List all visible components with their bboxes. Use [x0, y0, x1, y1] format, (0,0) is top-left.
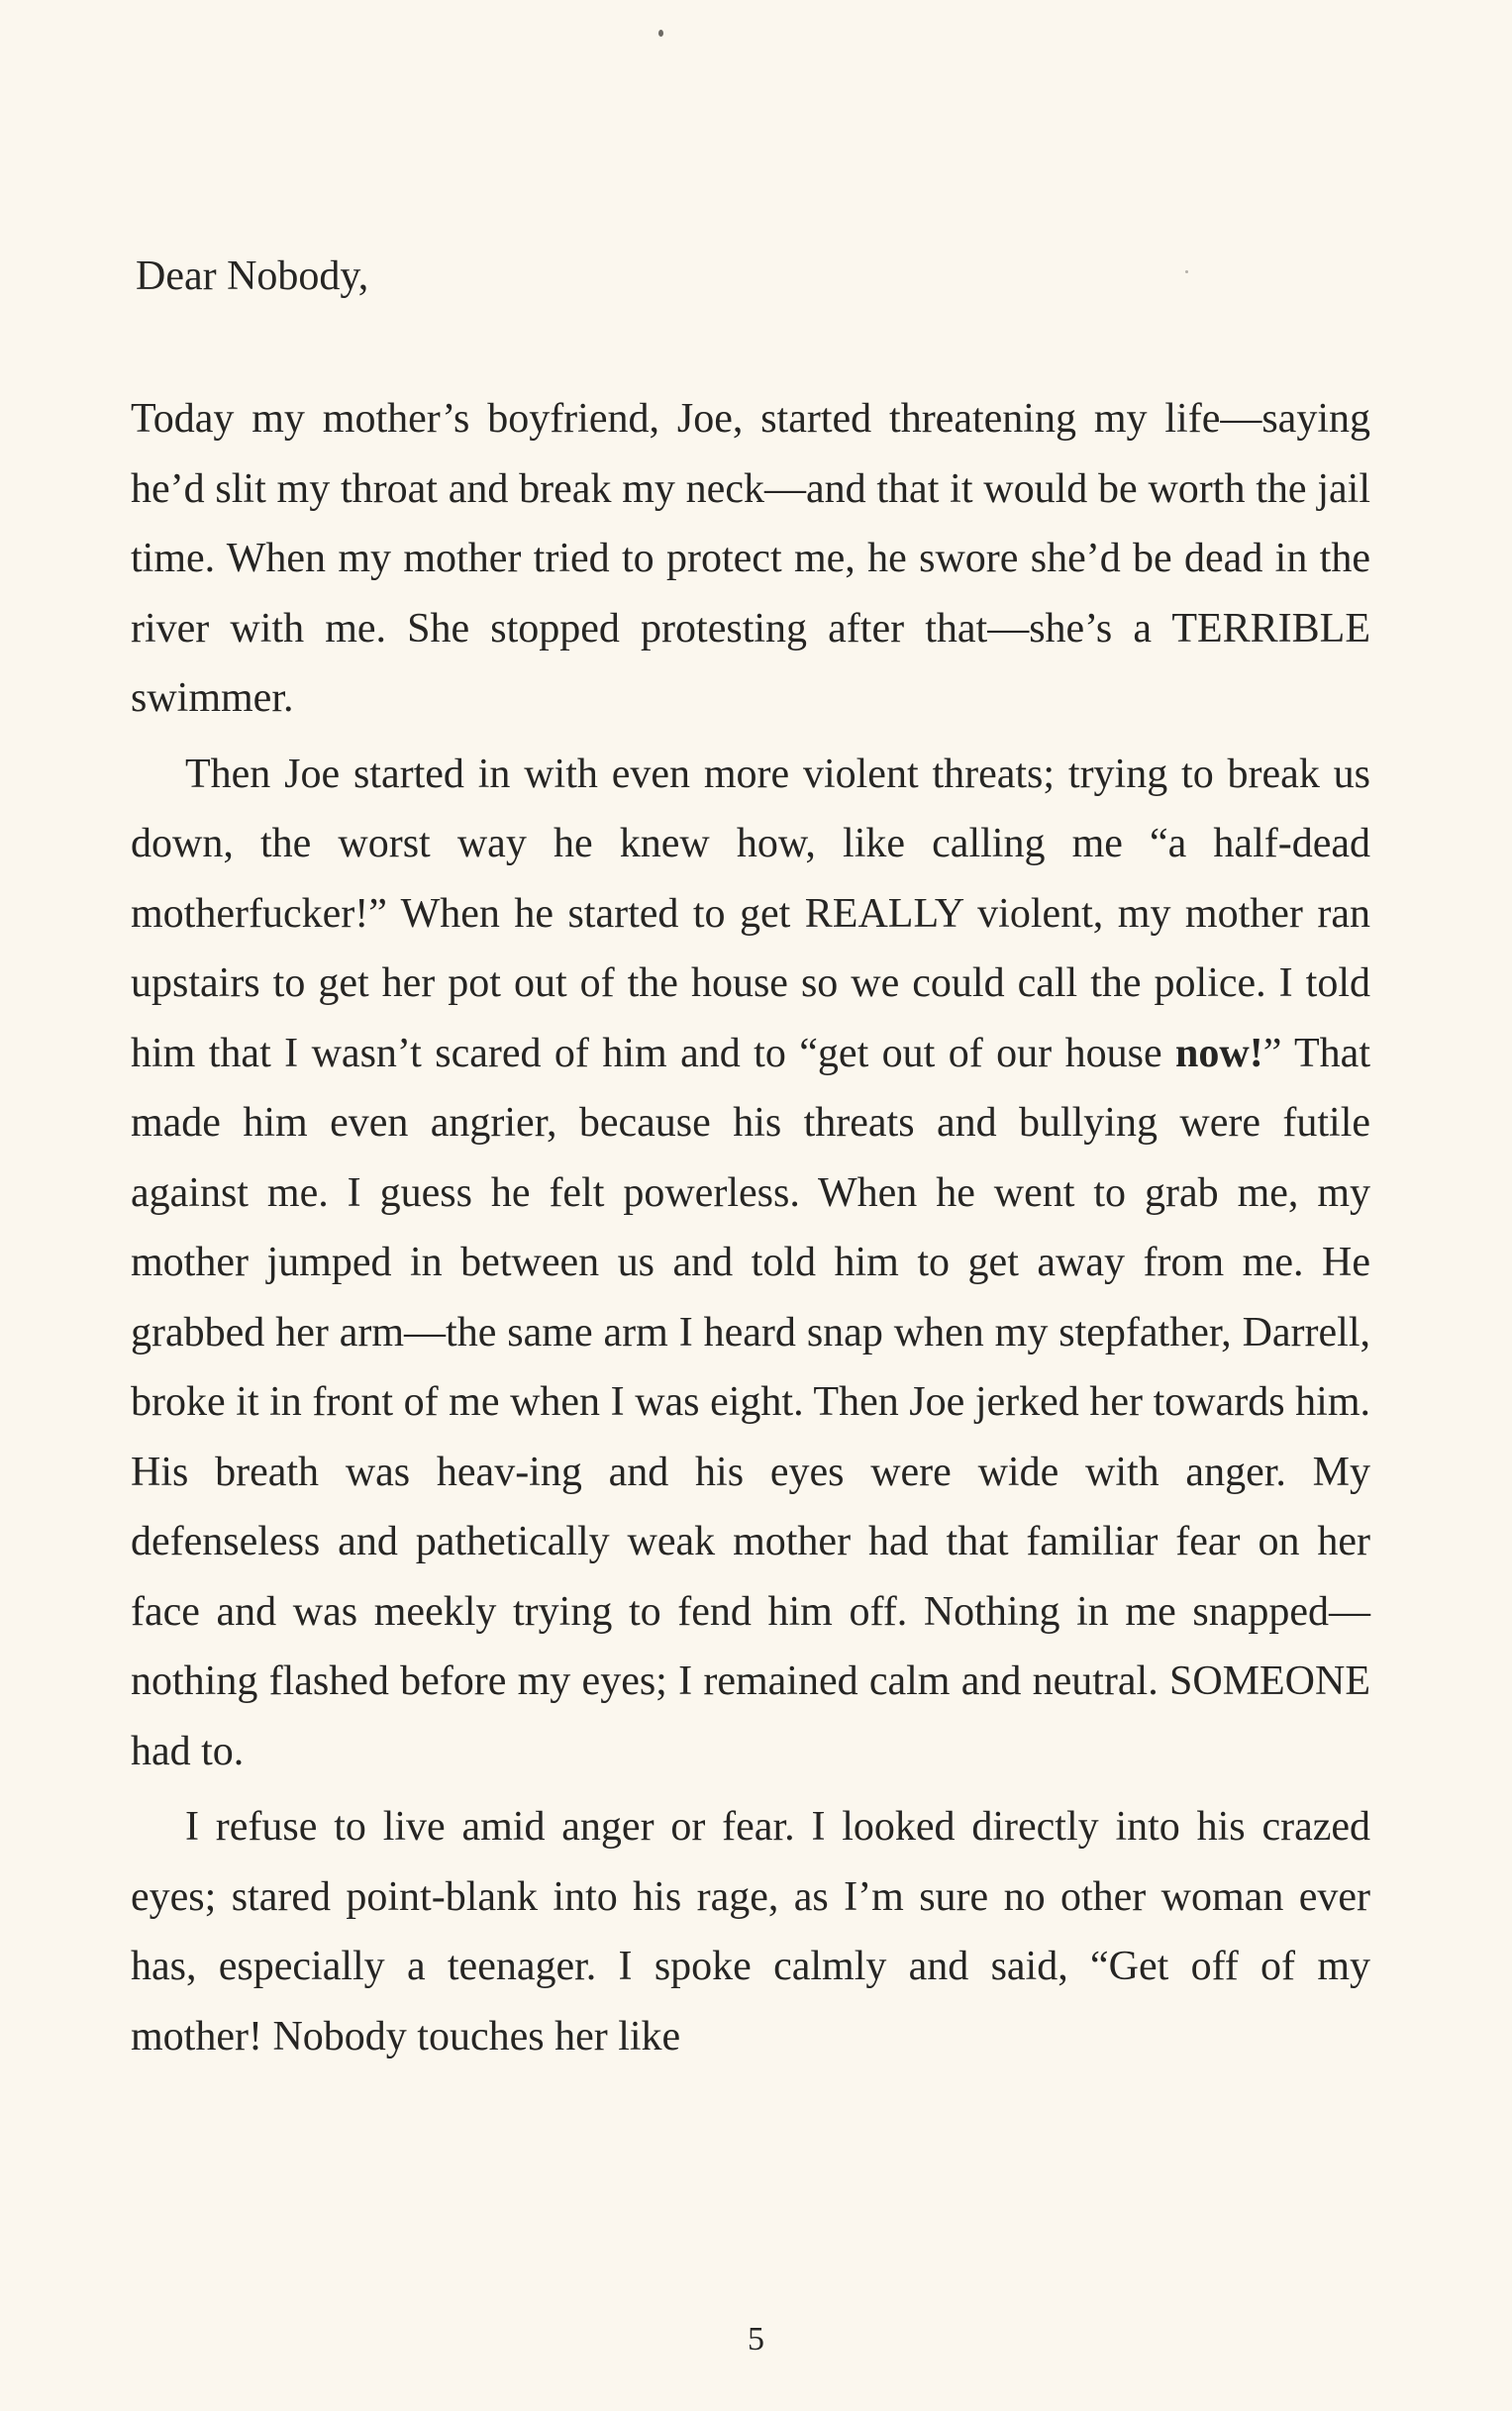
paragraph-1: Today my mother’s boyfriend, Joe, started threatening my life—saying he’d slit my throat and break my neck—and that it would be worth the jail time. When my mother tried to protect me, he swore she’d be dead in the river with me. She stopped protesting after that—she’s a TERRIBLE swimmer.	[131, 396, 1370, 721]
page-number: 5	[748, 2321, 764, 2358]
paragraph-2	[131, 740, 1370, 1787]
letter-greeting: Dear Nobody,	[136, 253, 369, 299]
emphasized-word: now!	[1175, 1030, 1263, 1076]
paragraph-3: I refuse to live amid anger or fear. I looked directly into his crazed eyes; stared point-blank into his rage, as I’m sure no other woman ever has, especially a teenager. I spoke calmly and said, “Get off of my mother! Nobody touches her like	[131, 1804, 1370, 2059]
paragraph-2-text-start: Then Joe started in with even more violent threats; trying to break us down, the worst way he knew how, like calling me “a half-dead motherfucker!” When he started to get REALLY violent, my mother ran upstairs to get her pot out of the house so we could call the police. I told him that I wasn’t scared of him and to “get out of our house	[131, 751, 1370, 1076]
paragraph-2-text-end: ” That made him even angrier, because his threats and bullying were futile against me. I guess he felt powerless. When he went to grab me, my mother jumped in between us and told him to get away from me. He grabbed her arm—the same arm I heard snap when my stepfather, Darrell, broke it in front of me when I was eight. Then Joe jerked her towards him. His breath was heav-ing and his eyes were wide with anger. My defenseless and pathetically weak mother had that familiar fear on her face and was meekly trying to fend him off. Nothing in me snapped—nothing flashed before my eyes; I remained calm and neutral. SOMEONE had to.	[131, 1030, 1370, 1774]
letter-body	[131, 384, 1370, 2071]
scan-speck	[658, 30, 663, 37]
scan-speck	[1185, 270, 1188, 273]
